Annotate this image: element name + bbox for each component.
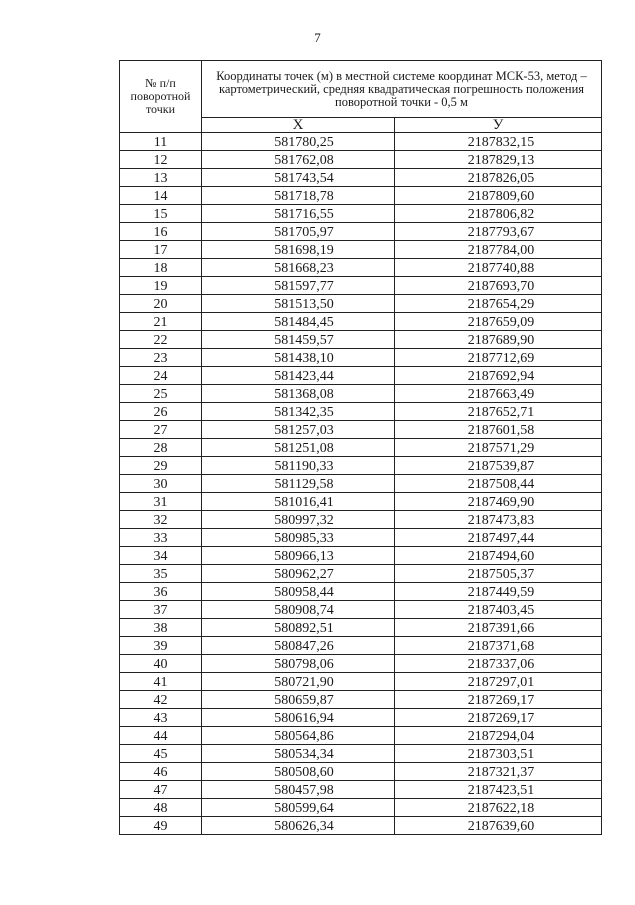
table-row <box>120 367 602 385</box>
y-coordinate-value: 2187663,49 <box>467 387 535 402</box>
y-coordinate-cell <box>395 295 602 313</box>
y-coordinate-value: 2187806,82 <box>467 207 535 222</box>
y-coordinate-cell <box>395 421 602 439</box>
table-row <box>120 385 602 403</box>
y-coordinate-cell <box>395 601 602 619</box>
y-coordinate-value: 2187469,90 <box>467 495 535 510</box>
x-column-header: Х <box>202 118 395 133</box>
point-number-cell: 37 <box>120 601 202 619</box>
x-coordinate-cell <box>202 421 395 439</box>
y-coordinate-cell <box>395 277 602 295</box>
y-coordinate-value: 2187809,60 <box>467 189 535 204</box>
y-coordinate-cell <box>395 727 602 745</box>
point-number-cell: 45 <box>120 745 202 763</box>
x-coordinate-cell <box>202 187 395 205</box>
table-row <box>120 799 602 817</box>
x-coordinate-cell <box>202 331 395 349</box>
table-row <box>120 439 602 457</box>
x-coordinate-value: 581368,08 <box>274 387 334 402</box>
x-coordinate-value: 581016,41 <box>274 495 334 510</box>
x-coordinate-cell <box>202 277 395 295</box>
x-coordinate-value: 580534,34 <box>274 747 334 762</box>
point-number-cell: 42 <box>120 691 202 709</box>
y-coordinate-cell <box>395 241 602 259</box>
y-coordinate-cell <box>395 637 602 655</box>
y-coordinate-value: 2187473,83 <box>467 513 535 528</box>
y-coordinate-cell <box>395 745 602 763</box>
y-coordinate-cell <box>395 331 602 349</box>
y-coordinate-value: 2187449,59 <box>467 585 535 600</box>
point-number-cell: 32 <box>120 511 202 529</box>
y-coordinate-value: 2187539,87 <box>467 459 535 474</box>
x-coordinate-cell <box>202 763 395 781</box>
y-coordinate-cell <box>395 691 602 709</box>
x-coordinate-cell <box>202 349 395 367</box>
x-coordinate-value: 580564,86 <box>274 729 334 744</box>
x-coordinate-cell <box>202 205 395 223</box>
y-coordinate-cell <box>395 817 602 835</box>
x-coordinate-cell <box>202 403 395 421</box>
y-coordinate-value: 2187622,18 <box>467 801 535 816</box>
y-coordinate-value: 2187494,60 <box>467 549 535 564</box>
x-coordinate-cell <box>202 583 395 601</box>
point-number-cell: 15 <box>120 205 202 223</box>
x-coordinate-value: 581438,10 <box>274 351 334 366</box>
table-row <box>120 421 602 439</box>
x-coordinate-value: 581251,08 <box>274 441 334 456</box>
point-number-cell: 33 <box>120 529 202 547</box>
table-row <box>120 655 602 673</box>
y-coordinate-cell <box>395 511 602 529</box>
table-row <box>120 727 602 745</box>
y-coordinate-value: 2187497,44 <box>467 531 535 546</box>
y-coordinate-value: 2187423,51 <box>467 783 535 798</box>
x-coordinate-value: 580997,32 <box>274 513 334 528</box>
x-coordinate-value: 581459,57 <box>274 333 334 348</box>
x-coordinate-value: 581597,77 <box>274 279 334 294</box>
x-coordinate-cell <box>202 745 395 763</box>
x-coordinate-cell <box>202 385 395 403</box>
x-coordinate-value: 580958,44 <box>274 585 334 600</box>
y-coordinate-value: 2187784,00 <box>467 243 535 258</box>
point-number-cell: 14 <box>120 187 202 205</box>
table-row <box>120 529 602 547</box>
y-coordinate-cell <box>395 673 602 691</box>
point-number-cell: 30 <box>120 475 202 493</box>
x-coordinate-value: 580847,26 <box>274 639 334 654</box>
y-coordinate-cell <box>395 385 602 403</box>
x-coordinate-cell <box>202 169 395 187</box>
y-coordinate-value: 2187793,67 <box>467 225 535 240</box>
y-coordinate-cell <box>395 547 602 565</box>
x-coordinate-cell <box>202 673 395 691</box>
x-coordinate-cell <box>202 691 395 709</box>
y-coordinate-value: 2187654,29 <box>467 297 535 312</box>
x-coordinate-value: 580985,33 <box>274 531 334 546</box>
x-coordinate-value: 580599,64 <box>274 801 334 816</box>
x-coordinate-cell <box>202 547 395 565</box>
x-coordinate-cell <box>202 241 395 259</box>
point-number-cell: 28 <box>120 439 202 457</box>
table-row <box>120 619 602 637</box>
y-coordinate-value: 2187321,37 <box>467 765 535 780</box>
table-row <box>120 673 602 691</box>
point-number-cell: 27 <box>120 421 202 439</box>
x-coordinate-cell <box>202 457 395 475</box>
point-number-cell: 43 <box>120 709 202 727</box>
y-coordinate-value: 2187337,06 <box>467 657 535 672</box>
x-coordinate-cell <box>202 565 395 583</box>
table-row <box>120 583 602 601</box>
x-coordinate-cell <box>202 151 395 169</box>
y-coordinate-cell <box>395 781 602 799</box>
coordinates-title-header: Координаты точек (м) в местной системе координат МСК-53, метод – картометрический, средняя квадратическая погрешность положения поворотной точки - 0,5 м <box>202 61 602 118</box>
x-coordinate-value: 580962,27 <box>274 567 334 582</box>
y-coordinate-value: 2187652,71 <box>467 405 535 420</box>
y-coordinate-value: 2187601,58 <box>467 423 535 438</box>
x-coordinate-value: 581513,50 <box>274 297 334 312</box>
point-number-cell: 40 <box>120 655 202 673</box>
point-number-cell: 21 <box>120 313 202 331</box>
y-coordinate-cell <box>395 403 602 421</box>
point-number-cell: 29 <box>120 457 202 475</box>
table-row <box>120 331 602 349</box>
x-coordinate-value: 581129,58 <box>274 477 334 492</box>
y-coordinate-cell <box>395 223 602 241</box>
point-number-cell: 20 <box>120 295 202 313</box>
x-coordinate-value: 580616,94 <box>274 711 334 726</box>
point-number-cell: 35 <box>120 565 202 583</box>
x-coordinate-value: 580892,51 <box>274 621 334 636</box>
table-row <box>120 745 602 763</box>
x-coordinate-value: 580659,87 <box>274 693 334 708</box>
table-row <box>120 169 602 187</box>
y-coordinate-value: 2187639,60 <box>467 819 535 834</box>
point-number-cell: 47 <box>120 781 202 799</box>
y-coordinate-cell <box>395 655 602 673</box>
y-coordinate-value: 2187571,29 <box>467 441 535 456</box>
point-number-cell: 49 <box>120 817 202 835</box>
point-number-cell: 16 <box>120 223 202 241</box>
x-coordinate-value: 580457,98 <box>274 783 334 798</box>
x-coordinate-cell <box>202 439 395 457</box>
table-row <box>120 475 602 493</box>
table-row <box>120 403 602 421</box>
x-coordinate-cell <box>202 817 395 835</box>
point-number-cell: 11 <box>120 133 202 151</box>
x-coordinate-value: 581716,55 <box>274 207 334 222</box>
y-coordinate-value: 2187508,44 <box>467 477 535 492</box>
table-row <box>120 637 602 655</box>
y-coordinate-value: 2187693,70 <box>467 279 535 294</box>
y-coordinate-value: 2187269,17 <box>467 711 535 726</box>
x-coordinate-cell <box>202 259 395 277</box>
x-coordinate-value: 581743,54 <box>274 171 334 186</box>
table-row <box>120 763 602 781</box>
table-row <box>120 187 602 205</box>
table-row <box>120 457 602 475</box>
x-coordinate-value: 580721,90 <box>274 675 334 690</box>
y-coordinate-value: 2187297,01 <box>467 675 535 690</box>
y-coordinate-value: 2187826,05 <box>467 171 535 186</box>
table-row <box>120 493 602 511</box>
y-coordinate-cell <box>395 259 602 277</box>
x-coordinate-cell <box>202 295 395 313</box>
x-coordinate-cell <box>202 709 395 727</box>
table-row <box>120 295 602 313</box>
x-coordinate-cell <box>202 529 395 547</box>
point-number-cell: 17 <box>120 241 202 259</box>
y-coordinate-cell <box>395 619 602 637</box>
y-coordinate-cell <box>395 457 602 475</box>
y-coordinate-value: 2187689,90 <box>467 333 535 348</box>
page-number: 7 <box>314 30 321 45</box>
point-number-cell: 34 <box>120 547 202 565</box>
table-row <box>120 691 602 709</box>
x-coordinate-value: 580626,34 <box>274 819 334 834</box>
point-number-cell: 19 <box>120 277 202 295</box>
point-number-cell: 12 <box>120 151 202 169</box>
x-coordinate-value: 581718,78 <box>274 189 334 204</box>
y-coordinate-cell <box>395 763 602 781</box>
table-row <box>120 547 602 565</box>
x-coordinate-value: 580966,13 <box>274 549 334 564</box>
y-coordinate-cell <box>395 169 602 187</box>
point-number-cell: 48 <box>120 799 202 817</box>
y-coordinate-value: 2187391,66 <box>467 621 535 636</box>
x-coordinate-cell <box>202 475 395 493</box>
x-coordinate-cell <box>202 799 395 817</box>
table-row <box>120 565 602 583</box>
x-coordinate-value: 581484,45 <box>274 315 334 330</box>
table-row <box>120 223 602 241</box>
y-column-header: У <box>395 118 602 133</box>
y-coordinate-cell <box>395 583 602 601</box>
x-coordinate-cell <box>202 367 395 385</box>
x-coordinate-value: 581762,08 <box>274 153 334 168</box>
point-number-cell: 41 <box>120 673 202 691</box>
table-row <box>120 709 602 727</box>
point-number-cell: 31 <box>120 493 202 511</box>
x-coordinate-cell <box>202 223 395 241</box>
y-coordinate-value: 2187832,15 <box>467 135 535 150</box>
x-coordinate-value: 580508,60 <box>274 765 334 780</box>
table-row <box>120 511 602 529</box>
x-coordinate-value: 581705,97 <box>274 225 334 240</box>
point-number-cell: 13 <box>120 169 202 187</box>
x-coordinate-cell <box>202 313 395 331</box>
point-number-cell: 39 <box>120 637 202 655</box>
y-coordinate-cell <box>395 565 602 583</box>
y-coordinate-cell <box>395 529 602 547</box>
y-coordinate-cell <box>395 475 602 493</box>
y-coordinate-cell <box>395 187 602 205</box>
table-row <box>120 817 602 835</box>
y-coordinate-cell <box>395 493 602 511</box>
point-number-cell: 44 <box>120 727 202 745</box>
y-coordinate-value: 2187403,45 <box>467 603 535 618</box>
x-coordinate-cell <box>202 781 395 799</box>
point-number-cell: 46 <box>120 763 202 781</box>
table-row <box>120 205 602 223</box>
point-number-cell: 23 <box>120 349 202 367</box>
point-number-cell: 18 <box>120 259 202 277</box>
y-coordinate-cell <box>395 367 602 385</box>
table-header <box>120 61 602 133</box>
x-coordinate-cell <box>202 493 395 511</box>
y-coordinate-cell <box>395 799 602 817</box>
y-coordinate-cell <box>395 313 602 331</box>
y-coordinate-value: 2187712,69 <box>467 351 535 366</box>
y-coordinate-value: 2187303,51 <box>467 747 535 762</box>
table-row <box>120 601 602 619</box>
x-coordinate-value: 581190,33 <box>274 459 334 474</box>
y-coordinate-cell <box>395 151 602 169</box>
coordinates-table <box>119 60 602 835</box>
y-coordinate-value: 2187294,04 <box>467 729 535 744</box>
x-coordinate-value: 580798,06 <box>274 657 334 672</box>
table-body <box>120 133 602 835</box>
y-coordinate-cell <box>395 709 602 727</box>
y-coordinate-value: 2187371,68 <box>467 639 535 654</box>
table-row <box>120 133 602 151</box>
point-number-cell: 25 <box>120 385 202 403</box>
y-coordinate-cell <box>395 133 602 151</box>
table-row <box>120 781 602 799</box>
x-coordinate-value: 581698,19 <box>274 243 334 258</box>
x-coordinate-value: 580908,74 <box>274 603 334 618</box>
table-row <box>120 151 602 169</box>
x-coordinate-value: 581780,25 <box>274 135 334 150</box>
y-coordinate-value: 2187269,17 <box>467 693 535 708</box>
x-coordinate-value: 581257,03 <box>274 423 334 438</box>
x-coordinate-cell <box>202 619 395 637</box>
y-coordinate-cell <box>395 205 602 223</box>
table-row <box>120 259 602 277</box>
x-coordinate-cell <box>202 727 395 745</box>
table-row <box>120 349 602 367</box>
table-row <box>120 313 602 331</box>
y-coordinate-value: 2187740,88 <box>467 261 535 276</box>
point-number-header: № п/п поворотной точки <box>120 61 202 133</box>
point-number-cell: 36 <box>120 583 202 601</box>
point-number-cell: 22 <box>120 331 202 349</box>
x-coordinate-value: 581668,23 <box>274 261 334 276</box>
y-coordinate-cell <box>395 349 602 367</box>
y-coordinate-value: 2187692,94 <box>467 369 535 384</box>
point-number-cell: 26 <box>120 403 202 421</box>
point-number-cell: 38 <box>120 619 202 637</box>
x-coordinate-cell <box>202 601 395 619</box>
table-row <box>120 241 602 259</box>
y-coordinate-value: 2187505,37 <box>467 567 535 582</box>
y-coordinate-value: 2187659,09 <box>467 315 535 330</box>
x-coordinate-value: 581342,35 <box>274 405 334 420</box>
x-coordinate-cell <box>202 637 395 655</box>
point-number-cell: 24 <box>120 367 202 385</box>
table-row <box>120 277 602 295</box>
x-coordinate-value: 581423,44 <box>274 369 334 384</box>
x-coordinate-cell <box>202 511 395 529</box>
x-coordinate-cell <box>202 655 395 673</box>
x-coordinate-cell <box>202 133 395 151</box>
y-coordinate-cell <box>395 439 602 457</box>
y-coordinate-value: 2187829,13 <box>467 153 535 168</box>
